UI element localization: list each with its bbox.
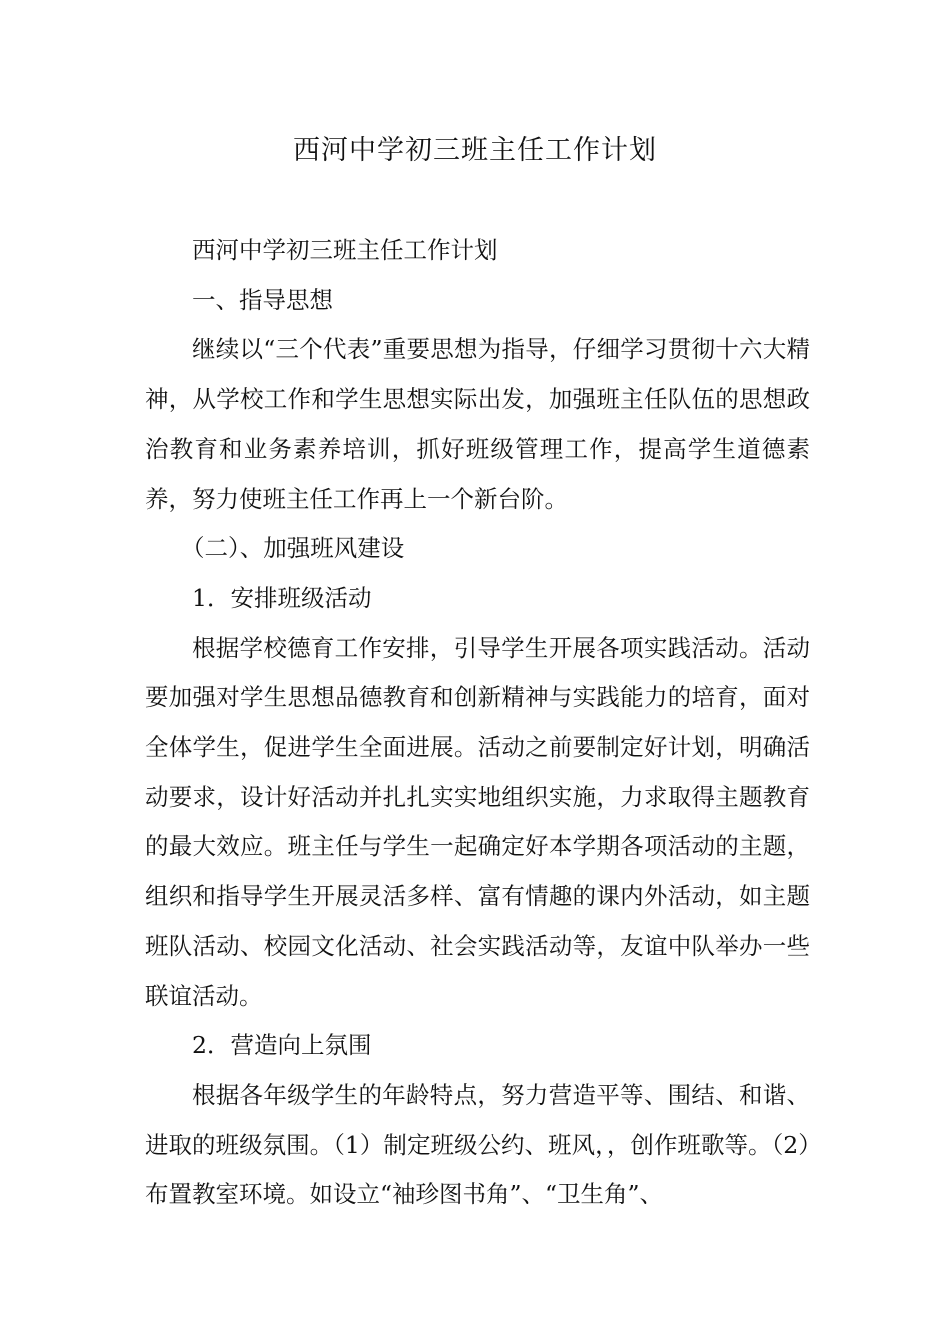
document-title: 西河中学初三班主任工作计划 [293,135,657,166]
section-heading-class-style: （二）、加强班风建设 [181,534,405,563]
section-heading-guiding-thought: 一、指导思想 [192,285,333,314]
body-subtitle: 西河中学初三班主任工作计划 [192,236,498,264]
paragraph-guiding-thought: 继续以“三个代表”重要思想为指导，仔细学习贯彻十六大精神，从学校工作和学生思想实际出发，加强班主任队伍的思想政治教育和业务素养培训，抓好班级管理工作，提高学生道德素养，努力使班主任工作再上一个新台阶。 [145,335,810,513]
subsection-heading-activities: 1．安排班级活动 [192,583,372,612]
subsection-heading-atmosphere: 2．营造向上氛围 [192,1031,372,1060]
document-body [145,226,810,1220]
paragraph-atmosphere: 根据各年级学生的年龄特点，努力营造平等、围结、和谐、进取的班级氛围。（1）制定班级公约、班风，，创作班歌等。（2）布置教室环境。如设立“袖珍图书角”、“卫生角”、 [145,1080,810,1209]
paragraph-activities: 根据学校德育工作安排，引导学生开展各项实践活动。活动要加强对学生思想品德教育和创新精神与实践能力的培育，面对全体学生，促进学生全面进展。活动之前要制定好计划，明确活动要求，设计好活动并扎扎实实地组织实施，力求取得主题教育的最大效应。班主任与学生一起确定好本学期各项活动的主题，组织和指导学生开展灵活多样、富有情趣的课内外活动，如主题班队活动、校园文化活动、社会实践活动等，友谊中队举办一些联谊活动。 [145,633,810,1010]
